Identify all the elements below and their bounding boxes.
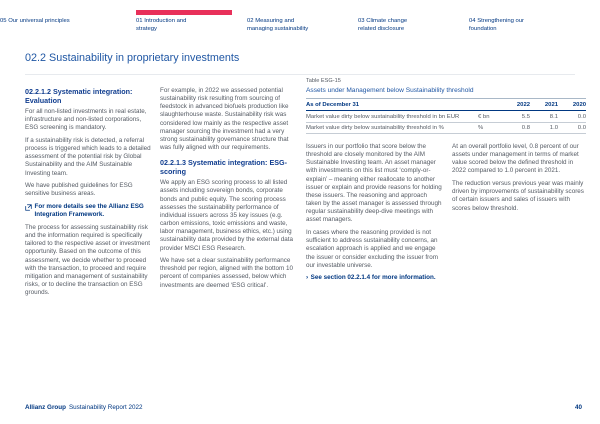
brand-name: Allianz Group xyxy=(25,404,66,411)
text-column-2 xyxy=(160,87,299,294)
table-row xyxy=(306,123,586,135)
esg-framework-link-label: For more details see the Allianz ESG Integration Framework. xyxy=(34,203,144,219)
page-footer xyxy=(25,404,582,411)
page-number: 40 xyxy=(574,404,582,411)
row-value-2022: 0.8 xyxy=(521,125,530,131)
row-unit: € bn xyxy=(478,113,490,120)
report-name: Sustainability Report 2022 xyxy=(68,404,143,411)
row-value-2021: 8.1 xyxy=(549,113,558,120)
row-label: Market value dirty below sustainability threshold in bn EUR xyxy=(306,113,460,120)
subsection-heading-esg-scoring: 02.2.1.3 Systematic integration: ESG-scoring xyxy=(160,158,288,177)
text-column-1 xyxy=(25,87,154,302)
nav-item-strengthening-foundation[interactable]: 04 Strengthening our foundation xyxy=(469,18,525,32)
paragraph: We apply an ESG scoring process to all listed assets including sovereign bonds, corporate bonds and public equity. The scoring process assesses the sustainability performance of individual issuers across 35 key issues (e.g. carbon emissions, toxic emissions and waste, labor management, business ethics, etc.) using sustainability data provided by the external data provider MSCI ESG Research. xyxy=(160,179,294,252)
table-title: Assets under Management below Sustainability threshold xyxy=(306,87,586,99)
table-and-text-region xyxy=(306,78,586,287)
table-header-year-2021: 2021 xyxy=(544,101,558,108)
paragraph: The process for assessing sustainability risk and the information required is specifically tailored to the respective asset or investment opportunity. Based on the outcome of this assessment, we decide whether to proceed with the transaction, to proceed and require mitigation and management of sustainability risks, or to decline the transaction on ESG grounds. xyxy=(25,223,150,297)
paragraph: If a sustainability risk is detected, a referral process is triggered which leads to a detailed assessment of the potential risk by Global Sustainability and the AIM Sustainable Investing team. xyxy=(25,136,151,177)
nav-item-introduction[interactable]: 01 Introduction and strategy xyxy=(136,18,187,32)
section-link-label: See section 02.2.1.4 for more information. xyxy=(310,274,436,282)
row-value-2020: 0.0 xyxy=(577,125,586,131)
section-cross-reference-link[interactable] xyxy=(306,274,442,282)
nav-item-measuring-sustainability[interactable]: 02 Measuring and managing sustainability xyxy=(247,18,309,32)
paragraph: The reduction versus previous year was mainly driven by improvements of sustainability scores of certain issuers and sales of issuers with scores below threshold. xyxy=(452,180,584,212)
title-divider xyxy=(25,74,575,75)
paragraph: We have set a clear sustainability performance threshold per region, aligned with the bottom 10 percent of companies assessed, below which investments are deemed ‘ESG critical’. xyxy=(160,257,294,289)
row-value-2020: 0.0 xyxy=(577,113,586,120)
page-title: 02.2 Sustainability in proprietary investments xyxy=(25,52,240,64)
row-unit: % xyxy=(478,125,484,131)
footer-report-title xyxy=(25,404,142,411)
text-column-3 xyxy=(306,143,442,287)
table-header-date: As of December 31 xyxy=(306,101,360,108)
table-header-year-2022: 2022 xyxy=(516,101,530,108)
paragraph: For all non-listed investments in real estate, infrastructure and non-listed corporations, ESG screening is mandatory. xyxy=(25,108,147,132)
row-value-2021: 1.0 xyxy=(549,125,558,131)
nav-item-universal-principles[interactable]: 05 Our universal principles xyxy=(0,18,70,24)
subsection-heading-evaluation: 02.2.1.2 Systematic integration: Evaluation xyxy=(25,87,133,105)
external-link-icon xyxy=(25,203,32,219)
table-row xyxy=(306,111,586,123)
table-header-year-2020: 2020 xyxy=(572,101,586,108)
text-column-4 xyxy=(452,143,586,287)
row-value-2022: 5.5 xyxy=(521,113,530,120)
chevron-right-icon: › xyxy=(306,274,309,282)
nav-item-climate-disclosure[interactable]: 03 Climate change related disclosure xyxy=(358,18,408,32)
table-number-label: Table ESG-15 xyxy=(306,78,341,84)
row-label: Market value dirty below sustainability threshold in % xyxy=(306,125,444,131)
chapter-nav xyxy=(0,0,600,40)
active-chapter-indicator xyxy=(136,10,232,15)
paragraph: At an overall portfolio level, 0.8 percent of our assets under management in terms of market value scored below the defined threshold in 2022 compared to 1.0 percent in 2021. xyxy=(452,143,579,175)
paragraph: Issuers in our portfolio that score below the threshold are closely monitored by the AIM Sustainable Investing team. An asset manager with investments on this list must ‘comply-or-explain’ – meaning either reallocate to another issuer or explain and provide reasons for holding these issuers. The reasoning and approach taken by the asset manager is assessed through regular sustainability deep-dive meetings with asset managers. xyxy=(306,143,442,224)
paragraph: We have published guidelines for ESG sensitive business areas. xyxy=(25,182,133,198)
table-header-row xyxy=(306,99,586,112)
paragraph: For example, in 2022 we assessed potential sustainability risk resulting from sourcing of feedstock in advanced biofuels production like slaughterhouse waste. Sustainability risk was considered low mainly as the respective asset manager sourcing the investment had a very strong sustainability governance structure that was fully aligned with our requirements. xyxy=(160,87,289,152)
paragraph: In cases where the reasoning provided is not sufficient to address sustainability concerns, an escalation approach is applied and we engage the issuer or consider excluding the issuer from our investable universe. xyxy=(306,229,438,269)
esg-framework-link[interactable] xyxy=(25,203,154,219)
